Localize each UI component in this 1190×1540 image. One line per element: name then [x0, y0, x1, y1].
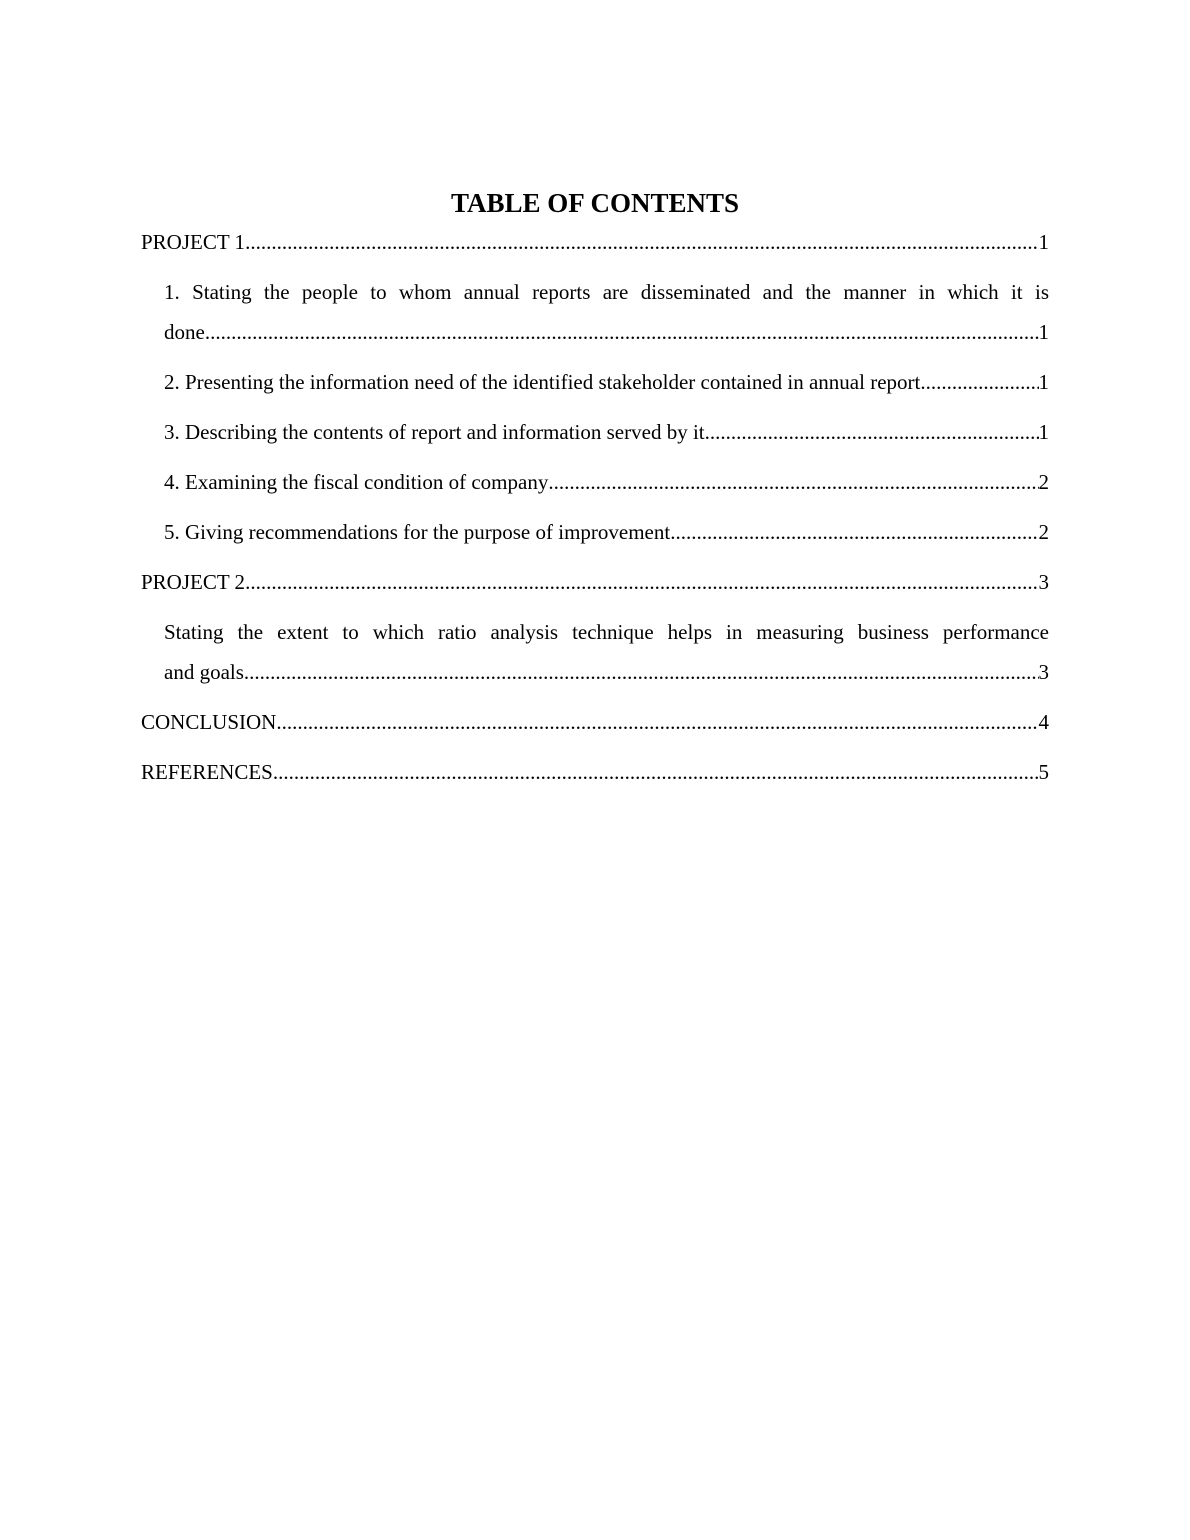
dot-leader: [273, 752, 1039, 792]
toc-entry-page: 1: [1038, 370, 1049, 394]
dot-leader: [245, 562, 1038, 602]
dot-leader: [548, 462, 1038, 502]
toc-entry-project-2[interactable]: [141, 562, 1049, 602]
toc-entry-page: 4: [1038, 710, 1049, 734]
toc-entry-text: 5. Giving recommendations for the purpose of improvement: [164, 520, 671, 544]
toc-entry-page: 5: [1038, 760, 1049, 784]
dot-leader: [926, 362, 1039, 402]
toc-entry-section-4[interactable]: [141, 462, 1049, 502]
toc-entry-references[interactable]: [141, 752, 1049, 792]
toc-entry-section-2[interactable]: [141, 362, 1049, 402]
toc-entry-page: 1: [1038, 230, 1049, 254]
toc-entry-page: 2: [1038, 520, 1049, 544]
toc-entry-first-line: 1. Stating the people to whom annual reports are disseminated and the manner in which it is: [164, 280, 1049, 304]
toc-entry-page: 3: [1038, 570, 1049, 594]
toc-title: TABLE OF CONTENTS: [450, 188, 740, 218]
toc-entry-section-1[interactable]: [141, 272, 1049, 352]
toc-list: [141, 222, 1049, 802]
toc-entry-page: 2: [1038, 470, 1049, 494]
toc-entry-text: PROJECT 2: [141, 570, 246, 594]
dot-leader: [705, 412, 1039, 452]
dot-leader: [205, 312, 1039, 352]
toc-entry-ratio-analysis[interactable]: [141, 612, 1049, 692]
dot-leader: [245, 222, 1038, 262]
dot-leader: [244, 652, 1039, 692]
toc-entry-section-5[interactable]: [141, 512, 1049, 552]
toc-entry-text: 4. Examining the fiscal condition of company: [164, 470, 549, 494]
toc-entry-first-line: Stating the extent to which ratio analysis technique helps in measuring business performance: [164, 620, 1049, 644]
toc-entry-section-3[interactable]: [141, 412, 1049, 452]
toc-entry-text: 2. Presenting the information need of the identified stakeholder contained in annual report.: [164, 370, 926, 394]
dot-leader: [276, 702, 1038, 742]
dot-leader: [670, 512, 1038, 552]
toc-entry-project-1[interactable]: [141, 222, 1049, 262]
toc-entry-text: done: [164, 320, 205, 344]
toc-entry-page: 1: [1038, 420, 1049, 444]
toc-entry-text: CONCLUSION: [141, 710, 277, 734]
toc-entry-page: 3: [1038, 660, 1049, 684]
toc-entry-text: 3. Describing the contents of report and information served by it: [164, 420, 705, 444]
toc-entry-text: PROJECT 1: [141, 230, 246, 254]
toc-entry-conclusion[interactable]: [141, 702, 1049, 742]
toc-entry-page: 1: [1038, 320, 1049, 344]
toc-entry-text: REFERENCES: [141, 760, 273, 784]
toc-entry-text: and goals: [164, 660, 244, 684]
